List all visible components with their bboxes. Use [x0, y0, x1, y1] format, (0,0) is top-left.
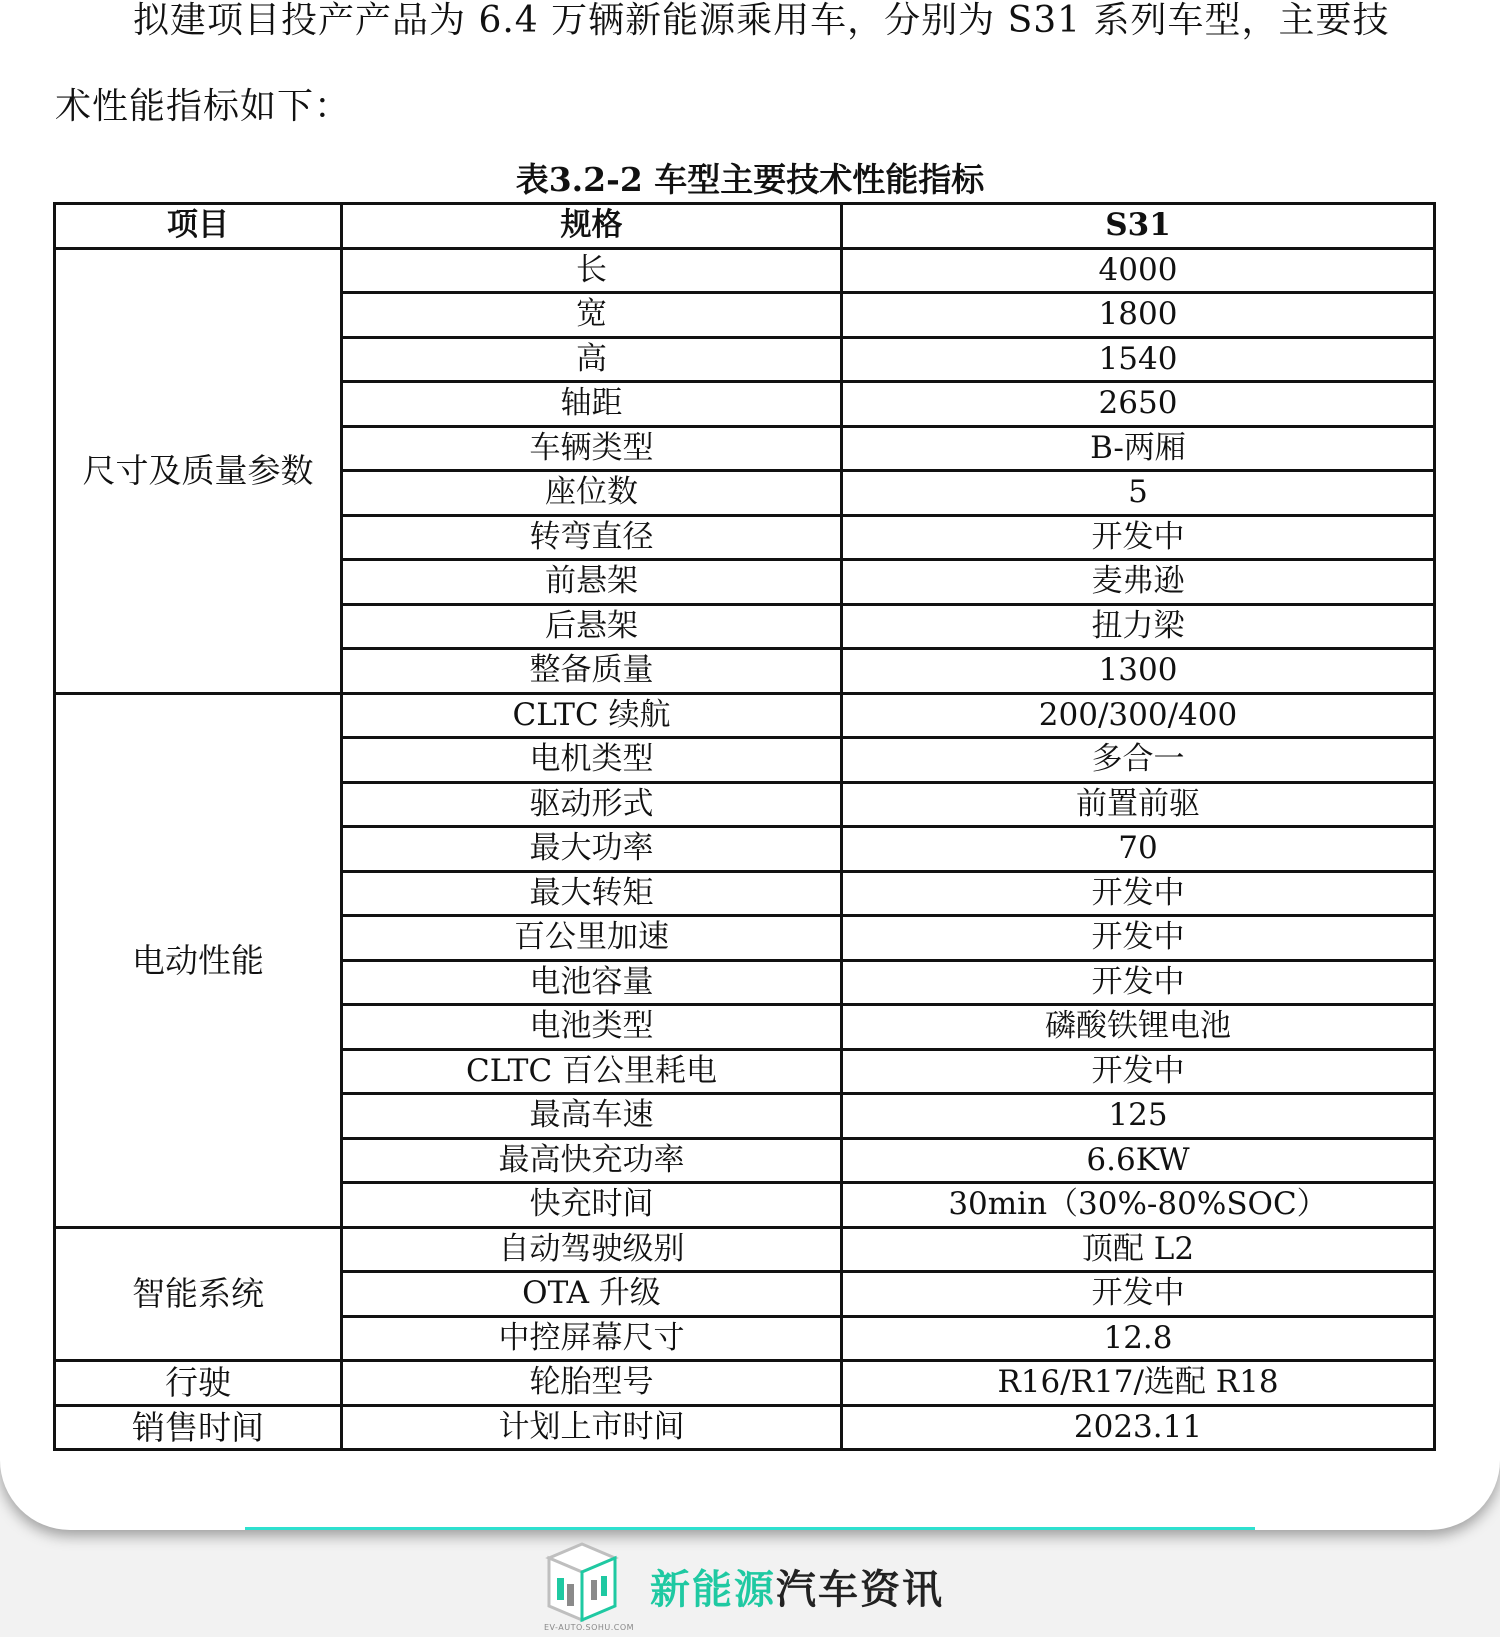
spec-value-cell: 1300	[842, 649, 1435, 694]
spec-value-cell: 6.6KW	[842, 1138, 1435, 1183]
spec-name-cell: 最高快充功率	[342, 1138, 842, 1183]
spec-value-cell: 1800	[842, 293, 1435, 338]
intro-paragraph-line2: 术性能指标如下：	[55, 86, 352, 127]
spec-name-cell: 自动驾驶级别	[342, 1227, 842, 1272]
spec-value-cell: 2650	[842, 382, 1435, 427]
spec-value-cell: 开发中	[842, 1272, 1435, 1317]
spec-value-cell: 前置前驱	[842, 782, 1435, 827]
spec-value-cell: 开发中	[842, 916, 1435, 961]
group-cell: 尺寸及质量参数	[55, 248, 342, 693]
table-row	[55, 1361, 1435, 1406]
spec-name-cell: 整备质量	[342, 649, 842, 694]
spec-name-cell: CLTC 续航	[342, 693, 842, 738]
spec-value-cell: 多合一	[842, 738, 1435, 783]
spec-value-cell: 开发中	[842, 871, 1435, 916]
spec-name-cell: 电机类型	[342, 738, 842, 783]
spec-value-cell: 12.8	[842, 1316, 1435, 1361]
spec-value-cell: 顶配 L2	[842, 1227, 1435, 1272]
spec-value-cell: 5	[842, 471, 1435, 516]
spec-name-cell: 高	[342, 337, 842, 382]
table-header-row	[55, 204, 1435, 249]
intro-paragraph-line1: 拟建项目投产产品为 6.4 万辆新能源乘用车，分别为 S31 系列车型，主要技	[133, 0, 1390, 41]
spec-value-cell: 30min（30%-80%SOC）	[842, 1183, 1435, 1228]
spec-name-cell: 计划上市时间	[342, 1405, 842, 1450]
table-row	[55, 693, 1435, 738]
logo-url: EV-AUTO.SOHU.COM	[544, 1623, 635, 1632]
table-caption: 表3.2-2 车型主要技术性能指标	[515, 160, 985, 199]
spec-value-cell: 磷酸铁锂电池	[842, 1005, 1435, 1050]
table-row	[55, 1227, 1435, 1272]
brand-name	[650, 1558, 944, 1615]
spec-name-cell: 轴距	[342, 382, 842, 427]
table-row	[55, 248, 1435, 293]
spec-name-cell: 电池容量	[342, 960, 842, 1005]
spec-value-cell: R16/R17/选配 R18	[842, 1361, 1435, 1406]
spec-name-cell: 快充时间	[342, 1183, 842, 1228]
spec-name-cell: 长	[342, 248, 842, 293]
table-row	[55, 1405, 1435, 1450]
spec-value-cell: B-两厢	[842, 426, 1435, 471]
brand-name-dark: 汽车资讯	[776, 1567, 944, 1613]
group-cell: 行驶	[55, 1361, 342, 1406]
spec-value-cell: 麦弗逊	[842, 560, 1435, 605]
spec-name-cell: 后悬架	[342, 604, 842, 649]
spec-value-cell: 125	[842, 1094, 1435, 1139]
spec-name-cell: 百公里加速	[342, 916, 842, 961]
spec-name-cell: 轮胎型号	[342, 1361, 842, 1406]
spec-name-cell: 电池类型	[342, 1005, 842, 1050]
spec-value-cell: 开发中	[842, 515, 1435, 560]
spec-value-cell: 2023.11	[842, 1405, 1435, 1450]
spec-name-cell: OTA 升级	[342, 1272, 842, 1317]
spec-name-cell: 前悬架	[342, 560, 842, 605]
spec-value-cell: 200/300/400	[842, 693, 1435, 738]
spec-table	[53, 202, 1436, 1451]
spec-value-cell: 开发中	[842, 960, 1435, 1005]
spec-name-cell: 最大转矩	[342, 871, 842, 916]
spec-value-cell: 1540	[842, 337, 1435, 382]
brand-name-green: 新能源	[650, 1567, 776, 1613]
spec-name-cell: 宽	[342, 293, 842, 338]
ev-box-logo-icon	[545, 1540, 620, 1625]
spec-name-cell: 中控屏幕尺寸	[342, 1316, 842, 1361]
spec-name-cell: 最大功率	[342, 827, 842, 872]
group-cell: 销售时间	[55, 1405, 342, 1450]
spec-name-cell: 车辆类型	[342, 426, 842, 471]
group-cell: 电动性能	[55, 693, 342, 1227]
spec-value-cell: 开发中	[842, 1049, 1435, 1094]
spec-name-cell: 转弯直径	[342, 515, 842, 560]
spec-value-cell: 扭力梁	[842, 604, 1435, 649]
header-spec: 规格	[342, 204, 842, 249]
spec-name-cell: 座位数	[342, 471, 842, 516]
accent-bar	[245, 1527, 1255, 1530]
header-model: S31	[842, 204, 1435, 249]
spec-table-body	[55, 248, 1435, 1450]
spec-name-cell: 最高车速	[342, 1094, 842, 1139]
spec-name-cell: 驱动形式	[342, 782, 842, 827]
group-cell: 智能系统	[55, 1227, 342, 1361]
spec-name-cell: CLTC 百公里耗电	[342, 1049, 842, 1094]
spec-value-cell: 70	[842, 827, 1435, 872]
spec-value-cell: 4000	[842, 248, 1435, 293]
header-item: 项目	[55, 204, 342, 249]
